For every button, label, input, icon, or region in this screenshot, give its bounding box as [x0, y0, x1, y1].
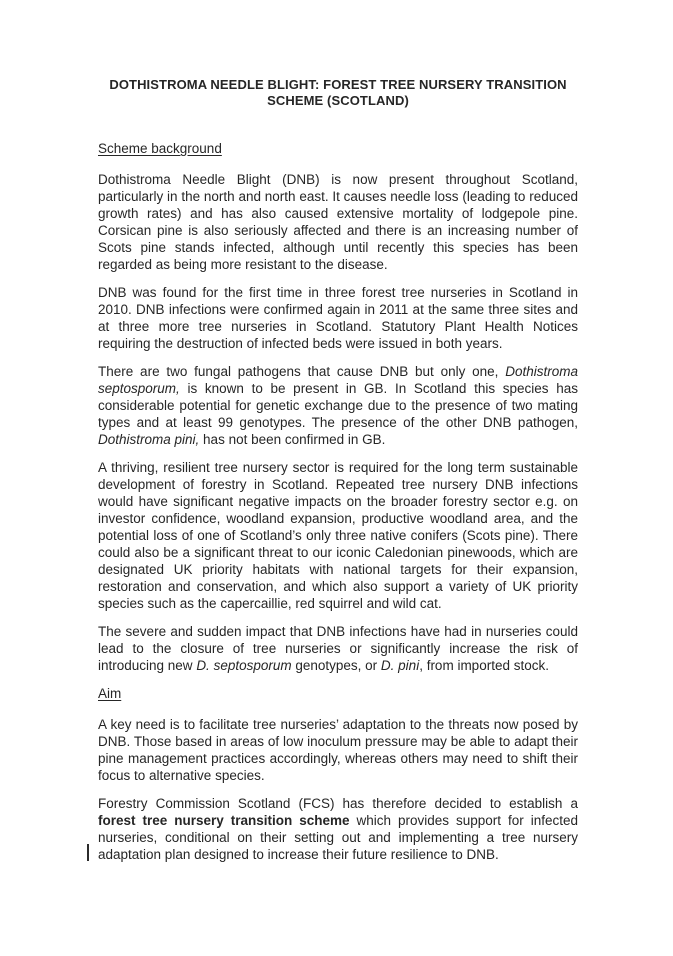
paragraph-dnb-presence: Dothistroma Needle Blight (DNB) is now present throughout Scotland, particularly in the north and north east. It causes needle loss (leading to reduced growth rates) and has also caused extensive mortality of lodgepole pine. Corsican pine is also seriously affected and there is an increasing number of Scots pine stands infected, although until recently this species has been regarded as being more resistant to the disease.	[98, 172, 578, 272]
paragraph-key-need: A key need is to facilitate tree nurseries’ adaptation to the threats now posed by DNB. Those based in areas of low inoculum pressure may be able to adapt their pine management practices accordingly, whereas others may need to shift their focus to alternative species.	[98, 717, 578, 783]
section-heading-scheme-background: Scheme background	[98, 141, 222, 156]
paragraph-transition-scheme: Forestry Commission Scotland (FCS) has therefore decided to establish a forest tree nursery transition scheme which provides support for infected nurseries, conditional on their setting out and implementing a tree nursery adaptation plan designed to increase their future resilience to DNB.	[98, 795, 578, 863]
paragraph-nursery-sector-impacts: A thriving, resilient tree nursery sector is required for the long term sustainable development of forestry in Scotland. Repeated tree nursery DNB infections would have significant negative impacts on the broader forestry sector e.g. on investor confidence, woodland expansion, productive woodland area, and the potential loss of one of Scotland’s only three native conifers (Scots pine). There could also be a significant threat to our iconic Caledonian pinewoods, which are designated UK priority habitats with national targets for their expansion, restoration and conservation, and which also support a variety of UK priority species such as the capercaillie, red squirrel and wild cat.	[98, 460, 578, 611]
document-title-line1: DOTHISTROMA NEEDLE BLIGHT: FOREST TREE NURSERY TRANSITION	[109, 77, 567, 92]
document-content	[98, 77, 578, 874]
section-scheme-background	[98, 140, 578, 674]
section-aim	[98, 685, 578, 863]
document-title-line2: SCHEME (SCOTLAND)	[267, 93, 409, 108]
paragraph-severe-impact: The severe and sudden impact that DNB infections have had in nurseries could lead to the closure of tree nurseries or significantly increase the risk of introducing new D. septosporum genotypes, or D. pini, from imported stock.	[98, 624, 578, 673]
section-heading-aim: Aim	[98, 686, 122, 701]
revision-change-bar	[87, 844, 89, 861]
paragraph-fungal-pathogens: There are two fungal pathogens that cause DNB but only one, Dothistroma septosporum, is known to be present in GB. In Scotland this species has considerable potential for genetic exchange due to the presence of two mating types and at least 99 genotypes. The presence of the other DNB pathogen, Dothistroma pini, has not been confirmed in GB.	[98, 364, 578, 447]
paragraph-nursery-findings: DNB was found for the first time in three forest tree nurseries in Scotland in 2010. DNB infections were confirmed again in 2011 at the same three sites and at three more tree nurseries in Scotland. Statutory Plant Health Notices requiring the destruction of infected beds were issued in both years.	[98, 285, 578, 351]
document-title	[98, 77, 578, 109]
